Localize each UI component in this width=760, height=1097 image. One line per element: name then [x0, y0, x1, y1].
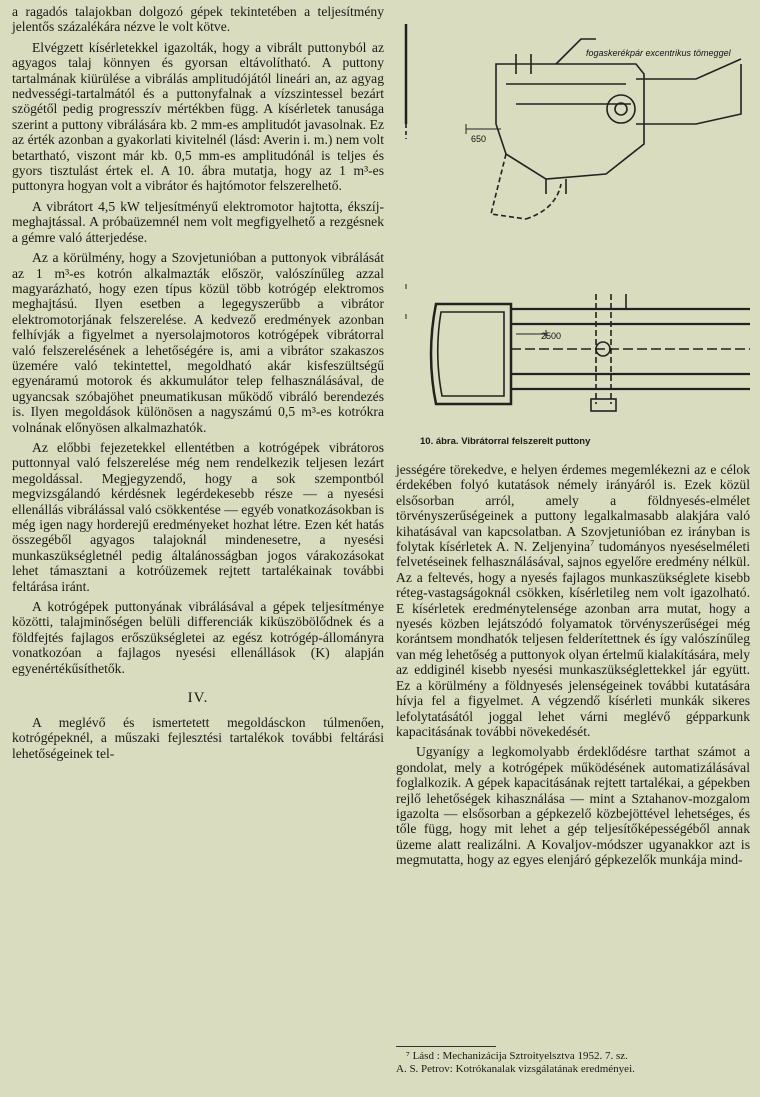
footnote-rule: [396, 1046, 496, 1047]
paragraph: A vibrátort 4,5 kW teljesítményű elektromotor hajtotta, ékszíj-meghajtással. A próbaüzemnél nem volt megfigyelhető a rezgésnek a gémre való átterjedése.: [12, 198, 384, 245]
paragraph: Az a körülmény, hogy a Szovjetunióban a puttonyok vibrálását az 1 m³-es kotrón alkalmazták először, valószínűleg azzal magyarázható, hogy ezen típus közül több kotrógép elektromos meghajtású. Ilyen esetben a legegyszerűbb a vibrátor elektromotorjának felszerelése. A kedvező eredmények azonban felhívják a figyelmet a nyersolajmotoros kotrógépek vibrátorral való felszerelésének a lehetőségére is, ami a vibrátor szakaszos üzemére való tekintettel, megoldható akár kisfeszültségű egyenáramú motorok és akkumulátor telep felhasználásával, de ugyancsak szóbajöhet pneumatikusan működő vibráló berendezés is. Ilyen megoldások különösen a nagyszámú 0,5 m³-es kotrókra volnának előnyösen alkalmazhatók.: [12, 250, 384, 435]
figure-10: [396, 4, 750, 456]
figure-caption: 10. ábra. Vibrátorral felszerelt puttony: [420, 436, 591, 447]
figure-label-gear: fogaskerékpár excentrikus tömeggel: [586, 48, 731, 58]
paragraph: a ragadós talajokban dolgozó gépek tekintetében a teljesítmény jelentős százalékára nézve le volt kötve.: [12, 4, 384, 35]
left-column: [12, 4, 384, 761]
footnote-ref: 7: [590, 538, 595, 548]
footnote: ⁷ Lásd : Mechanizácija Sztroityelsztva 1952. 7. sz.: [406, 1050, 628, 1062]
paragraph: Az előbbi fejezetekkel ellentétben a kotrógépek vibrátoros puttonnyal való felszerelése még nem rendelkezik teljesen lezárt megoldással. Megjegyzendő, hogy a sok szempontból megvizsgálandó kérdésnek legérdekesebb része — a nyesési ellenállás vibrálással való csökkentése — egyéb vonatkozásokban is még igen nagy horderejű eredményeket hozhat létre. Ezen két hatás összegéből agyagos talajoknál mindenesetre, a nyesési munkaszükségletnél pedig általánosságban jogos várakozásokat lehet támasztani a kotróüzemek rejtett tartalékainak további feltárása iránt.: [12, 439, 384, 594]
section-heading: IV.: [187, 690, 209, 707]
bucket-vibrator-drawing: [396, 4, 750, 434]
footnote: A. S. Petrov: Kotrókanalak vizsgálatának eredményei.: [396, 1063, 635, 1075]
footnotes: [396, 1050, 750, 1076]
paragraph: A kotrógépek puttonyának vibrálásával a gépek teljesítménye közötti, talajminőségen belüli differenciák kiküszöbölődnek és a földfejtés fajlagos erőszükségletei az egész kotrógép-állományra vonatkozóan a fajlagos nyesési ellenállások (K) alapján egyenértékűsíthetők.: [12, 599, 384, 676]
figure-dimension-650: 650: [471, 134, 487, 144]
paragraph: A meglévő és ismertetett megoldásckon túlmenően, kotrógépeknél, a műszaki fejlesztési tartalékok további feltárási lehetőségeinek tel-: [12, 715, 384, 761]
paragraph: jességére törekedve, e helyen érdemes megemlékezni az e célok érdekében folyó kutatások némely irányáról is. Ezek közül elsősorban arról, amely a földnyesés-elmélet törvényszerűségeinek a puttony legalkalmasabb alakjára való kihatásával van kapcsolatban. A Szovjetunióban ez irányban is folytak kísérletek A. N. Zeljenyina$^7$ tudományos nyeséselméleti felvetéseinek felhasználásával, sajnos egyelőre eredmény nélkül. Az a feltevés, hogy a nyesés fajlagos munkaszükséglete kisebb réteg-vastagságoknál csökken, kísérletileg nem volt igazolható. E kísérletek eredménytelensége azonban arra mutat, hogy a nyesés közben lejátszódó folyamatok törvényszerűségei még korántsem mondhatók teljesen felderítettnek és így valószínűleg van még lehetőség a puttonyok olyan értelmű kialakítására, mely az eddiginél kisebb nyesési munkaszükséglettekkel jár együtt. Ez a körülmény a földnyesés jelenségeinek további kutatására hívja fel a figyelmet. A végzendő kísérleti munkák sikeres lefolytatásától joggal lehet várni meglévő gépparkunk kapacitásának további növekedését.: [396, 462, 750, 739]
figure-dimension-2500: 2500: [541, 331, 562, 341]
right-text: [396, 462, 750, 868]
paragraph: Elvégzett kísérletekkel igazolták, hogy a vibrált puttonyból az agyagos talaj könnyen és gyorsan eltávolítható. A puttony tartalmának kiürülése a vibrálás amplitudójától lineári an, az agyag nedvességi-tartalmától és a puttonyfalnak a vízszintessel bezárt szögétől pedig progresszív mértékben függ. A kísérletek tanusága szerint a puttony vibrálására kb. 2 mm-es amplitudót javasolnak. Ez az érték azonban a gyakorlati kivitelnél (lásd: Averin i. m.) nem volt betartható, viszont már kb. 0,5 mm-es amplitudónál is teljes és gyors tisztulást értek el. A 10. ábra mutatja, hogy az 1 m³-es puttonyra hogyan volt a vibrátor és hajtómotor felszerelhető.: [12, 39, 384, 194]
paragraph: Ugyanígy a legkomolyabb érdeklődésre tarthat számot a gondolat, mely a kotrógépek működésének automatizálásával foglalkozik. A gépek kapacitásának rejtett tartalékai, a gépekben rejlő lehetőségek kihasználása — mint a Sztahanov-mozgalom igazolta — elsősorban a gépkezelő közbejöttével lehetséges, és tőle függ, hogy mit lehet a gép teljesítőképességéből annak üzeme alatt realizálni. A Kovaljov-módszer ugyanakkor azt is megmutatta, hogy az egyes elenjáró gépkezelők munkája mind-: [396, 744, 750, 868]
